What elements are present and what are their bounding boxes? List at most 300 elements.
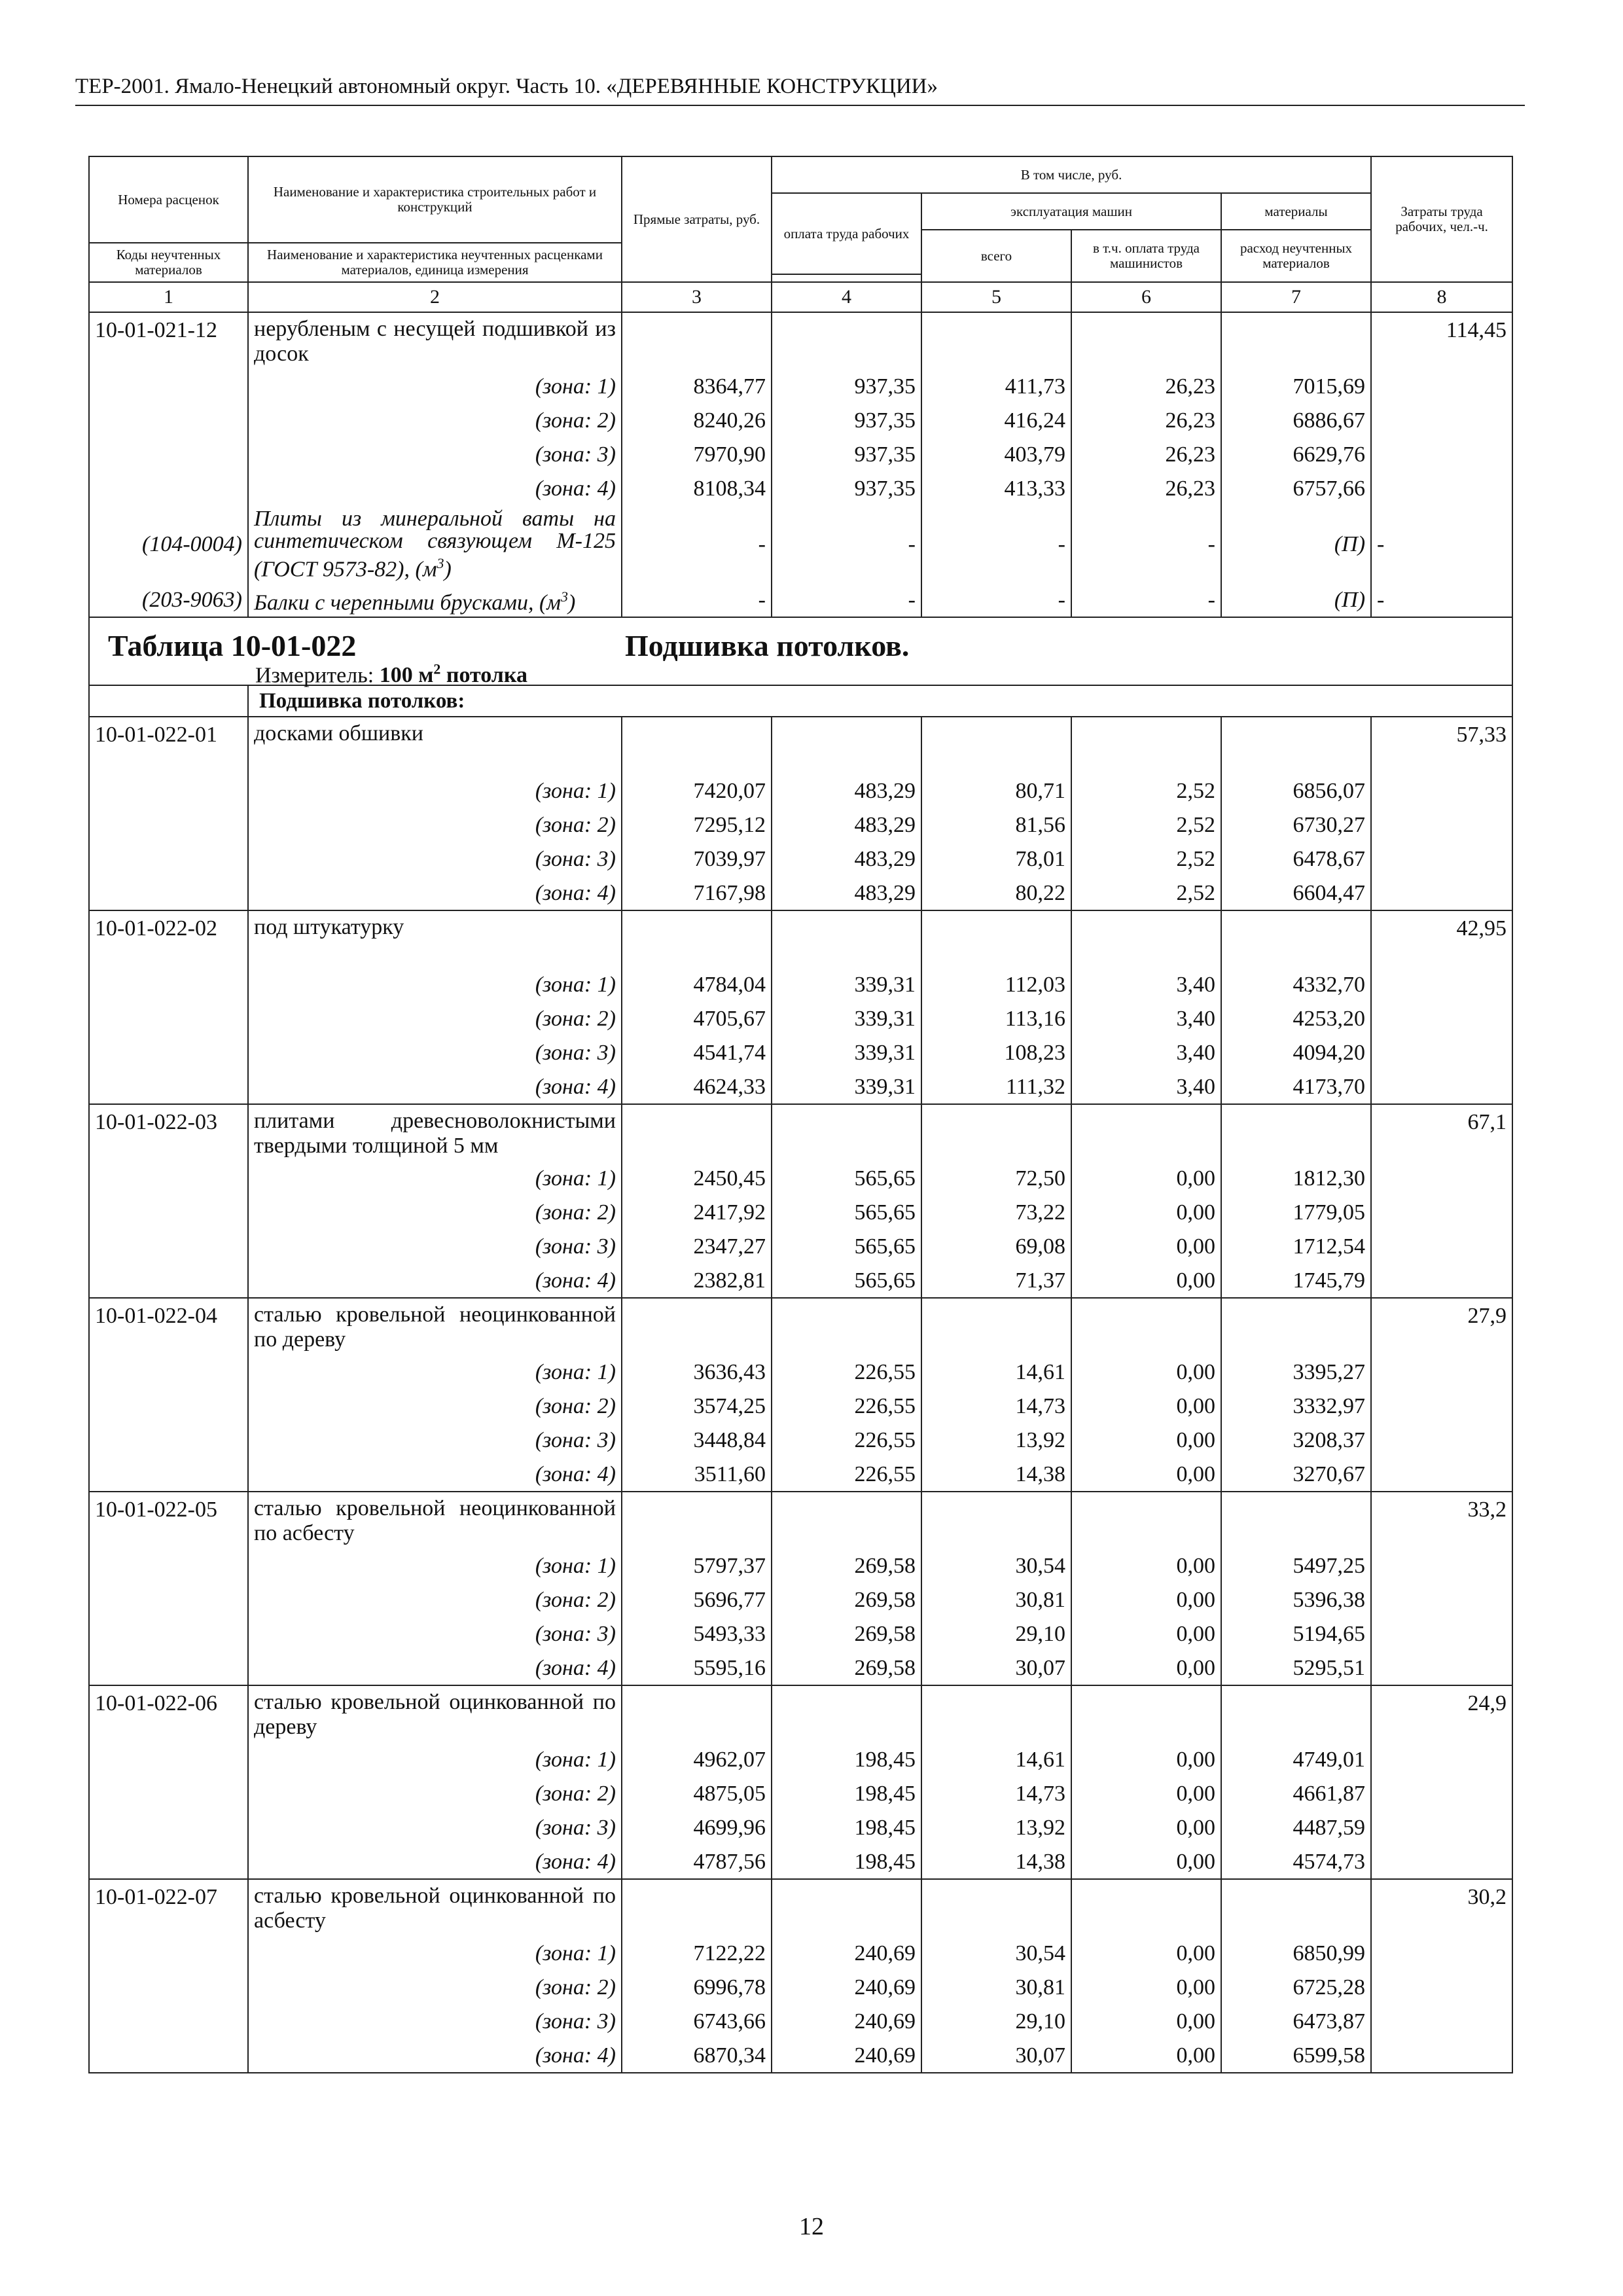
value-c4: 565,65 — [772, 1264, 921, 1298]
rate-head-row — [89, 1492, 1512, 1549]
value-c6: 3,40 — [1071, 1070, 1221, 1104]
zone-label: (зона: 3) — [248, 1230, 622, 1264]
zone-label: (зона: 1) — [248, 370, 622, 404]
empty-cell — [89, 438, 248, 472]
value-c5: 78,01 — [921, 842, 1071, 876]
zone-row — [89, 1617, 1512, 1651]
empty-cell — [1371, 1230, 1512, 1264]
material-code: (104-0004) — [89, 506, 248, 583]
empty-cell — [89, 1617, 248, 1651]
value-c3: 5797,37 — [622, 1549, 772, 1583]
empty-cell — [89, 1811, 248, 1845]
value-c5: 111,32 — [921, 1070, 1071, 1104]
zone-row — [89, 1070, 1512, 1104]
empty-cell — [89, 842, 248, 876]
empty-cell — [89, 1002, 248, 1036]
empty-cell — [921, 717, 1071, 774]
value-c4: 937,35 — [772, 370, 921, 404]
zone-label: (зона: 4) — [248, 876, 622, 910]
value-c6: 2,52 — [1071, 876, 1221, 910]
empty-cell — [89, 1070, 248, 1104]
empty-cell — [1371, 472, 1512, 506]
zone-label: (зона: 1) — [248, 774, 622, 808]
value-c7: 5396,38 — [1221, 1583, 1371, 1617]
empty-cell — [1071, 1879, 1221, 1937]
col-number: 4 — [772, 282, 921, 312]
empty-cell — [622, 1104, 772, 1162]
value-c4: 226,55 — [772, 1424, 921, 1458]
empty-cell — [772, 910, 921, 968]
empty-cell — [1221, 1879, 1371, 1937]
col-number: 1 — [89, 282, 248, 312]
empty-cell — [89, 1196, 248, 1230]
zone-row — [89, 2005, 1512, 2039]
col-number: 5 — [921, 282, 1071, 312]
zone-label: (зона: 2) — [248, 1390, 622, 1424]
empty-cell — [1371, 1777, 1512, 1811]
empty-cell — [1371, 876, 1512, 910]
empty-cell — [1371, 2005, 1512, 2039]
zone-label: (зона: 4) — [248, 1458, 622, 1492]
value-c3: 6870,34 — [622, 2039, 772, 2073]
table-heading: Подшивка потолков. — [625, 629, 910, 662]
value-c7: 4661,87 — [1221, 1777, 1371, 1811]
zone-label: (зона: 3) — [248, 1036, 622, 1070]
zone-row — [89, 1937, 1512, 1971]
value-c7: 7015,69 — [1221, 370, 1371, 404]
value-c3: 4784,04 — [622, 968, 772, 1002]
col1-header-top: Номера расценок — [89, 156, 248, 243]
material-name-text: Балки с черепными брусками, (м — [254, 590, 561, 615]
labor-cost: 24,9 — [1371, 1685, 1512, 1743]
value-c4: 240,69 — [772, 2005, 921, 2039]
rate-code: 10-01-022-05 — [89, 1492, 248, 1549]
value-c7: 4332,70 — [1221, 968, 1371, 1002]
empty-cell — [1371, 1355, 1512, 1390]
col-number: 7 — [1221, 282, 1371, 312]
running-header: ТЕР-2001. Ямало-Ненецкий автономный округ. Часть 10. «ДЕРЕВЯННЫЕ КОНСТРУКЦИИ» — [75, 75, 938, 98]
column-numbers-row — [89, 282, 1512, 312]
value-c5: 403,79 — [921, 438, 1071, 472]
zone-label: (зона: 1) — [248, 1355, 622, 1390]
zone-label: (зона: 2) — [248, 1971, 622, 2005]
value-c6: 2,52 — [1071, 774, 1221, 808]
value-c7: 5295,51 — [1221, 1651, 1371, 1685]
zone-row — [89, 1162, 1512, 1196]
value-c6: 0,00 — [1071, 1743, 1221, 1777]
value-c3: 4962,07 — [622, 1743, 772, 1777]
empty-cell — [1071, 1104, 1221, 1162]
empty-cell — [1371, 1458, 1512, 1492]
labor-cost: 30,2 — [1371, 1879, 1512, 1937]
material-unit-end: ) — [444, 557, 452, 582]
value-c4: 198,45 — [772, 1811, 921, 1845]
value-c3: 7970,90 — [622, 438, 772, 472]
value-c4: 339,31 — [772, 1002, 921, 1036]
empty-cell — [1371, 1971, 1512, 2005]
value-c4: 269,58 — [772, 1549, 921, 1583]
rates-blocks — [89, 717, 1512, 2073]
zone-row — [89, 1583, 1512, 1617]
rate-head-row — [89, 717, 1512, 774]
value-c6: 3,40 — [1071, 1002, 1221, 1036]
empty-cell — [89, 1424, 248, 1458]
empty-cell — [1371, 438, 1512, 472]
material-code: (203-9063) — [89, 583, 248, 617]
empty-cell — [622, 312, 772, 370]
rate-code: 10-01-022-06 — [89, 1685, 248, 1743]
col6-header: в т.ч. оплата труда машинистов — [1071, 230, 1221, 282]
empty-cell — [1221, 1685, 1371, 1743]
value-c3: 3636,43 — [622, 1355, 772, 1390]
empty-cell — [89, 1355, 248, 1390]
value-c5: 13,92 — [921, 1424, 1071, 1458]
empty-cell — [622, 717, 772, 774]
col4-header: оплата труда рабочих — [772, 193, 921, 274]
meter-sup: 2 — [433, 661, 441, 677]
meter-label: Измеритель: — [255, 663, 374, 688]
labor-cost: 67,1 — [1371, 1104, 1512, 1162]
zone-row — [89, 1651, 1512, 1685]
value-c5: 71,37 — [921, 1264, 1071, 1298]
empty-cell — [921, 1298, 1071, 1355]
value-c7: 6478,67 — [1221, 842, 1371, 876]
value-c5: 81,56 — [921, 808, 1071, 842]
value-c7: 6473,87 — [1221, 2005, 1371, 2039]
value-c3: 5595,16 — [622, 1651, 772, 1685]
meter-value: 100 м — [379, 663, 434, 688]
value-c3: 2382,81 — [622, 1264, 772, 1298]
value-c4: 937,35 — [772, 472, 921, 506]
empty-cell — [1371, 1036, 1512, 1070]
empty-cell — [1371, 1549, 1512, 1583]
value-c3: 8108,34 — [622, 472, 772, 506]
material-c8: - — [1371, 583, 1512, 617]
zone-row — [89, 438, 1512, 472]
value-c7: 4574,73 — [1221, 1845, 1371, 1879]
value-c6: 3,40 — [1071, 1036, 1221, 1070]
value-c6: 2,52 — [1071, 808, 1221, 842]
material-c6: - — [1071, 506, 1221, 583]
empty-cell — [1221, 1298, 1371, 1355]
material-row — [89, 506, 1512, 583]
empty-cell — [921, 1879, 1071, 1937]
value-c3: 4624,33 — [622, 1070, 772, 1104]
col8-header: Затраты труда рабочих, чел.-ч. — [1371, 156, 1512, 282]
zone-row — [89, 1002, 1512, 1036]
empty-cell — [89, 1743, 248, 1777]
zone-row — [89, 404, 1512, 438]
value-c6: 26,23 — [1071, 438, 1221, 472]
value-c6: 0,00 — [1071, 1937, 1221, 1971]
value-c4: 565,65 — [772, 1162, 921, 1196]
value-c7: 3270,67 — [1221, 1458, 1371, 1492]
value-c5: 14,61 — [921, 1743, 1071, 1777]
material-c5: - — [921, 583, 1071, 617]
zone-label: (зона: 2) — [248, 808, 622, 842]
empty-cell — [89, 876, 248, 910]
empty-cell — [1371, 1424, 1512, 1458]
value-c6: 0,00 — [1071, 1458, 1221, 1492]
rate-head-row — [89, 1685, 1512, 1743]
value-c7: 5497,25 — [1221, 1549, 1371, 1583]
value-c4: 240,69 — [772, 1971, 921, 2005]
value-c5: 113,16 — [921, 1002, 1071, 1036]
empty-cell — [622, 910, 772, 968]
rate-name: нерубленым с несущей подшивкой из досок — [248, 312, 622, 370]
value-c6: 0,00 — [1071, 1162, 1221, 1196]
zone-row — [89, 1355, 1512, 1390]
value-c3: 5493,33 — [622, 1617, 772, 1651]
rate-code: 10-01-022-07 — [89, 1879, 248, 1937]
value-c6: 0,00 — [1071, 1196, 1221, 1230]
zone-label: (зона: 1) — [248, 1937, 622, 1971]
zone-row — [89, 808, 1512, 842]
value-c6: 0,00 — [1071, 1811, 1221, 1845]
zone-label: (зона: 3) — [248, 438, 622, 472]
empty-cell — [1221, 312, 1371, 370]
zone-label: (зона: 3) — [248, 1424, 622, 1458]
zone-row — [89, 1971, 1512, 2005]
empty-cell — [89, 1937, 248, 1971]
value-c4: 339,31 — [772, 1036, 921, 1070]
value-c6: 0,00 — [1071, 1230, 1221, 1264]
empty-cell — [622, 1879, 772, 1937]
value-c5: 14,38 — [921, 1458, 1071, 1492]
value-c4: 198,45 — [772, 1845, 921, 1879]
material-c3: - — [622, 583, 772, 617]
value-c5: 30,54 — [921, 1549, 1071, 1583]
value-c5: 73,22 — [921, 1196, 1071, 1230]
col-number: 8 — [1371, 282, 1512, 312]
empty-cell — [772, 1685, 921, 1743]
empty-cell — [89, 1651, 248, 1685]
value-c6: 0,00 — [1071, 2039, 1221, 2073]
value-c4: 565,65 — [772, 1196, 921, 1230]
empty-cell — [622, 1685, 772, 1743]
value-c4: 240,69 — [772, 1937, 921, 1971]
value-c6: 0,00 — [1071, 1424, 1221, 1458]
value-c6: 0,00 — [1071, 1264, 1221, 1298]
value-c4: 226,55 — [772, 1458, 921, 1492]
empty-cell — [1371, 1196, 1512, 1230]
empty-cell — [1371, 1811, 1512, 1845]
value-c5: 14,73 — [921, 1777, 1071, 1811]
value-c5: 411,73 — [921, 370, 1071, 404]
value-c3: 4787,56 — [622, 1845, 772, 1879]
value-c7: 6886,67 — [1221, 404, 1371, 438]
value-c5: 30,54 — [921, 1937, 1071, 1971]
empty-cell — [89, 2005, 248, 2039]
zone-row — [89, 876, 1512, 910]
material-unit-sup: 3 — [560, 588, 568, 605]
rate-code: 10-01-022-04 — [89, 1298, 248, 1355]
rate-head-row — [89, 910, 1512, 968]
zone-row — [89, 1424, 1512, 1458]
value-c4: 339,31 — [772, 1070, 921, 1104]
value-c4: 937,35 — [772, 404, 921, 438]
empty-cell — [1371, 404, 1512, 438]
zone-label: (зона: 4) — [248, 1845, 622, 1879]
value-c3: 6743,66 — [622, 2005, 772, 2039]
zone-label: (зона: 1) — [248, 1549, 622, 1583]
zone-label: (зона: 4) — [248, 1651, 622, 1685]
empty-cell — [1371, 968, 1512, 1002]
zone-row — [89, 2039, 1512, 2073]
value-c7: 1779,05 — [1221, 1196, 1371, 1230]
value-c4: 269,58 — [772, 1583, 921, 1617]
value-c7: 6850,99 — [1221, 1937, 1371, 1971]
zone-row — [89, 1230, 1512, 1264]
value-c7: 1745,79 — [1221, 1264, 1371, 1298]
col7-header: расход неучтенных материалов — [1221, 230, 1371, 282]
zone-row — [89, 1743, 1512, 1777]
empty-cell — [1221, 717, 1371, 774]
labor-cost: 42,95 — [1371, 910, 1512, 968]
value-c3: 6996,78 — [622, 1971, 772, 2005]
empty-cell — [1371, 842, 1512, 876]
value-c4: 937,35 — [772, 438, 921, 472]
empty-cell — [89, 404, 248, 438]
empty-cell — [772, 1298, 921, 1355]
zone-label: (зона: 2) — [248, 1002, 622, 1036]
rate-head-row — [89, 1298, 1512, 1355]
zone-row — [89, 1390, 1512, 1424]
value-c6: 0,00 — [1071, 1549, 1221, 1583]
material-row — [89, 583, 1512, 617]
empty-cell — [772, 312, 921, 370]
value-c4: 483,29 — [772, 774, 921, 808]
rate-code: 10-01-022-03 — [89, 1104, 248, 1162]
material-c4: - — [772, 583, 921, 617]
empty-cell — [1371, 1845, 1512, 1879]
material-name-text: Плиты из минеральной ваты на синтетическом связующем М-125 (ГОСТ 9573-82), (м — [254, 507, 616, 582]
value-c7: 6757,66 — [1221, 472, 1371, 506]
value-c6: 2,52 — [1071, 842, 1221, 876]
empty-cell — [772, 1879, 921, 1937]
value-c3: 8364,77 — [622, 370, 772, 404]
material-unit-sup: 3 — [437, 555, 444, 572]
zone-row — [89, 968, 1512, 1002]
empty-cell — [89, 1583, 248, 1617]
empty-cell — [89, 968, 248, 1002]
value-c6: 26,23 — [1071, 370, 1221, 404]
value-c3: 7295,12 — [622, 808, 772, 842]
value-c5: 72,50 — [921, 1162, 1071, 1196]
empty-cell — [772, 717, 921, 774]
col5-header: всего — [921, 230, 1071, 282]
empty-cell — [1371, 1002, 1512, 1036]
value-c6: 0,00 — [1071, 1583, 1221, 1617]
value-c7: 4253,20 — [1221, 1002, 1371, 1036]
value-c5: 14,73 — [921, 1390, 1071, 1424]
empty-cell — [89, 1549, 248, 1583]
rate-name: сталью кровельной оцинкованной по дереву — [248, 1685, 622, 1743]
zone-row — [89, 1196, 1512, 1230]
rate-code: 10-01-021-12 — [89, 312, 248, 370]
rate-code: 10-01-022-02 — [89, 910, 248, 968]
value-c6: 26,23 — [1071, 404, 1221, 438]
rate-head-row — [89, 1879, 1512, 1937]
empty-cell — [622, 1298, 772, 1355]
value-c6: 3,40 — [1071, 968, 1221, 1002]
zone-label: (зона: 1) — [248, 968, 622, 1002]
empty-cell — [1071, 717, 1221, 774]
empty-cell — [89, 1230, 248, 1264]
empty-cell — [1071, 1492, 1221, 1549]
value-c4: 198,45 — [772, 1777, 921, 1811]
value-c3: 7122,22 — [622, 1937, 772, 1971]
material-unit-end: ) — [567, 590, 576, 615]
col-number: 2 — [248, 282, 622, 312]
col2-header-bottom: Наименование и характеристика неучтенных расценками материалов, единица измерения — [248, 243, 622, 282]
labor-cost: 33,2 — [1371, 1492, 1512, 1549]
empty-cell — [89, 370, 248, 404]
empty-cell — [1371, 1617, 1512, 1651]
col-number: 6 — [1071, 282, 1221, 312]
empty-cell — [89, 2039, 248, 2073]
empty-cell — [1371, 808, 1512, 842]
zone-row — [89, 1549, 1512, 1583]
empty-cell — [1371, 1937, 1512, 1971]
zone-label: (зона: 4) — [248, 2039, 622, 2073]
zone-label: (зона: 2) — [248, 1196, 622, 1230]
value-c7: 6725,28 — [1221, 1971, 1371, 2005]
zone-row — [89, 774, 1512, 808]
empty-cell — [1371, 774, 1512, 808]
value-c7: 6856,07 — [1221, 774, 1371, 808]
material-name — [248, 583, 622, 617]
rate-name: сталью кровельной неоцинкованной по дереву — [248, 1298, 622, 1355]
empty-cell — [1071, 910, 1221, 968]
empty-cell — [1071, 1298, 1221, 1355]
value-c3: 3448,84 — [622, 1424, 772, 1458]
value-c3: 2417,92 — [622, 1196, 772, 1230]
incl-header: В том числе, руб. — [772, 156, 1371, 193]
value-c5: 80,22 — [921, 876, 1071, 910]
empty-cell — [1371, 1264, 1512, 1298]
value-c3: 4875,05 — [622, 1777, 772, 1811]
value-c7: 1812,30 — [1221, 1162, 1371, 1196]
value-c5: 13,92 — [921, 1811, 1071, 1845]
empty-cell — [921, 1492, 1071, 1549]
rate-name: сталью кровельной оцинкованной по асбесту — [248, 1879, 622, 1937]
value-c6: 0,00 — [1071, 1777, 1221, 1811]
value-c5: 30,81 — [921, 1583, 1071, 1617]
value-c3: 7420,07 — [622, 774, 772, 808]
value-c5: 30,81 — [921, 1971, 1071, 2005]
value-c3: 2450,45 — [622, 1162, 772, 1196]
zone-label: (зона: 4) — [248, 1264, 622, 1298]
value-c7: 6730,27 — [1221, 808, 1371, 842]
empty-cell — [1071, 1685, 1221, 1743]
zone-row — [89, 1811, 1512, 1845]
group-label: Подшивка потолков: — [248, 685, 1512, 717]
zone-row — [89, 1458, 1512, 1492]
empty-cell — [1221, 1492, 1371, 1549]
value-c3: 4541,74 — [622, 1036, 772, 1070]
rates-table — [88, 156, 1513, 2073]
value-c5: 108,23 — [921, 1036, 1071, 1070]
value-c4: 240,69 — [772, 2039, 921, 2073]
value-c4: 226,55 — [772, 1390, 921, 1424]
value-c3: 3574,25 — [622, 1390, 772, 1424]
value-c5: 29,10 — [921, 1617, 1071, 1651]
labor-cost: 114,45 — [1371, 312, 1512, 370]
material-c7: (П) — [1221, 583, 1371, 617]
value-c6: 0,00 — [1071, 1355, 1221, 1390]
meter-line — [255, 661, 527, 688]
